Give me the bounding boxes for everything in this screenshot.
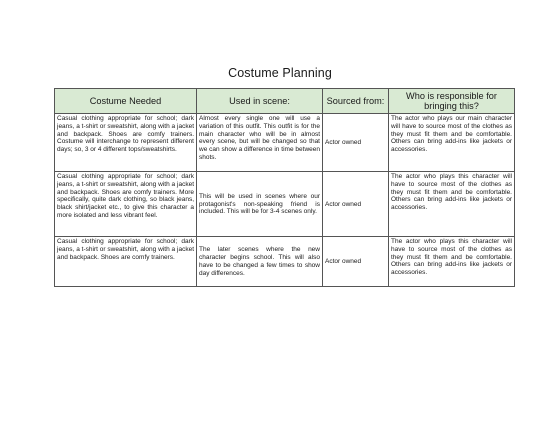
responsible-cell: The actor who plays our main character will have to source most of the clothes as they must fit them and be comfortable. Others can bring add-ins like jackets or accessories.: [389, 114, 515, 172]
header-costume-needed: Costume Needed: [55, 89, 197, 114]
source-cell: Actor owned: [323, 114, 389, 172]
table-row: [55, 237, 515, 287]
costume-planning-table: [54, 88, 515, 287]
responsible-cell: The actor who plays this character will have to source most of the clothes as they must fit them and be comfortable. Others can bring add-ins like jackets or accessories.: [389, 237, 515, 287]
costume-cell: Casual clothing appropriate for school; dark jeans, a t-shirt or sweatshirt, along with a jacket and backpack. Shoes are comfy trainers. Costume will interchange to represent different days; so, 3 or 4 different tops/sweatshirts.: [55, 114, 197, 172]
page-title: Costume Planning: [228, 66, 332, 80]
responsible-cell: The actor who plays this character will have to source most of the clothes as they must fit them and be comfortable. Others can bring add-ins like jackets or accessories.: [389, 172, 515, 237]
source-cell: Actor owned: [323, 172, 389, 237]
scene-cell: This will be used in scenes where our protagonist's non-speaking friend is included. This will be for 3-4 scenes only.: [197, 172, 323, 237]
header-sourced-from: Sourced from:: [323, 89, 389, 114]
scene-cell: The later scenes where the new character begins school. This will also have to be changed a few times to show day differences.: [197, 237, 323, 287]
scene-cell: Almost every single one will use a variation of this outfit. This outfit is for the main character who will be in almost every scene, but will be changed so that we can show a difference in time between shots.: [197, 114, 323, 172]
header-responsible: Who is responsible for bringing this?: [389, 89, 515, 114]
header-used-in-scene: Used in scene:: [197, 89, 323, 114]
table-row: [55, 114, 515, 172]
costume-cell: Casual clothing appropriate for school; dark jeans, a t-shirt or sweatshirt, along with a jacket and backpack. Shoes are comfy trainers. More specifically, quite dark clothing, so black jeans, black shirt/jacket etc., to give this character a more isolated and less vibrant feel.: [55, 172, 197, 237]
costume-cell: Casual clothing appropriate for school; dark jeans, a t-shirt or sweatshirt, along with a jacket and backpack. Shoes are comfy trainers.: [55, 237, 197, 287]
source-cell: Actor owned: [323, 237, 389, 287]
table-row: [55, 172, 515, 237]
table-header-row: [55, 89, 515, 114]
